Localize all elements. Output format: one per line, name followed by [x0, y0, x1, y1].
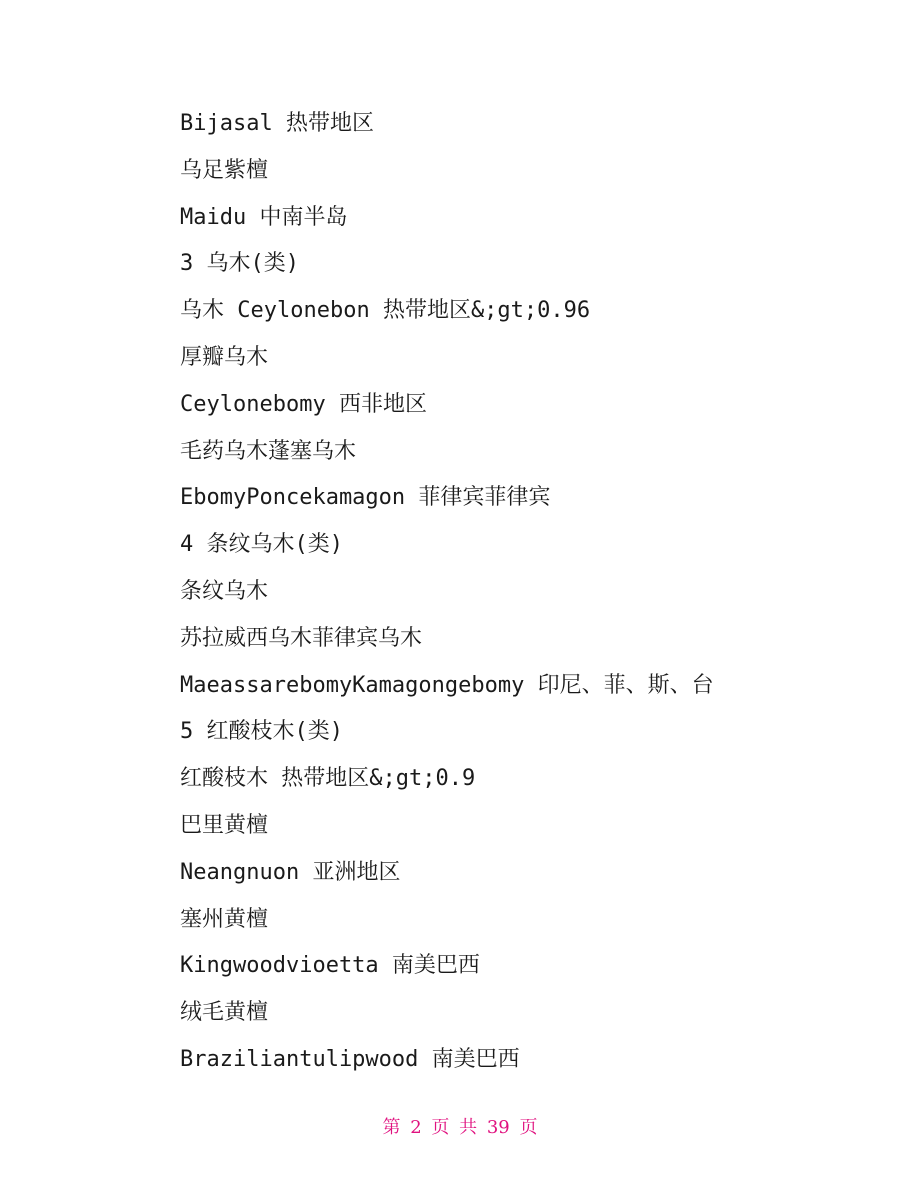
- text-line: Braziliantulipwood 南美巴西: [180, 1046, 520, 1072]
- text-line: 塞州黄檀: [180, 906, 269, 932]
- text-line: 乌木 Ceylonebon 热带地区&;gt;0.96: [180, 298, 591, 324]
- text-line: 苏拉威西乌木菲律宾乌木: [180, 625, 423, 651]
- text-line: MaeassarebomyKamagongebomy 印尼、菲、斯、台: [180, 672, 714, 698]
- text-line: Bijasal 热带地区: [180, 111, 374, 136]
- text-line: 厚瓣乌木: [180, 344, 269, 370]
- section-heading: 5 红酸枝木(类): [180, 719, 343, 745]
- text-line: Kingwoodvioetta 南美巴西: [180, 953, 480, 979]
- text-line: 条纹乌木: [180, 578, 269, 604]
- document-body: [180, 106, 820, 1089]
- page-footer: 第 2 页 共 39 页: [382, 1117, 538, 1138]
- section-heading: 3 乌木(类): [180, 251, 299, 277]
- text-line: 绒毛黄檀: [180, 1000, 269, 1026]
- section-heading: 4 条纹乌木(类): [180, 532, 343, 558]
- text-line: Neangnuon 亚洲地区: [180, 859, 401, 885]
- text-line: Maidu 中南半岛: [180, 204, 348, 230]
- text-line: Ceylonebomy 西非地区: [180, 391, 427, 417]
- text-line: EbomyPoncekamagon 菲律宾菲律宾: [180, 485, 551, 511]
- text-line: 红酸枝木 热带地区&;gt;0.9: [180, 766, 476, 792]
- text-line: 乌足紫檀: [180, 157, 269, 183]
- text-line: 巴里黄檀: [180, 812, 269, 838]
- text-line: 毛药乌木蓬塞乌木: [180, 438, 357, 464]
